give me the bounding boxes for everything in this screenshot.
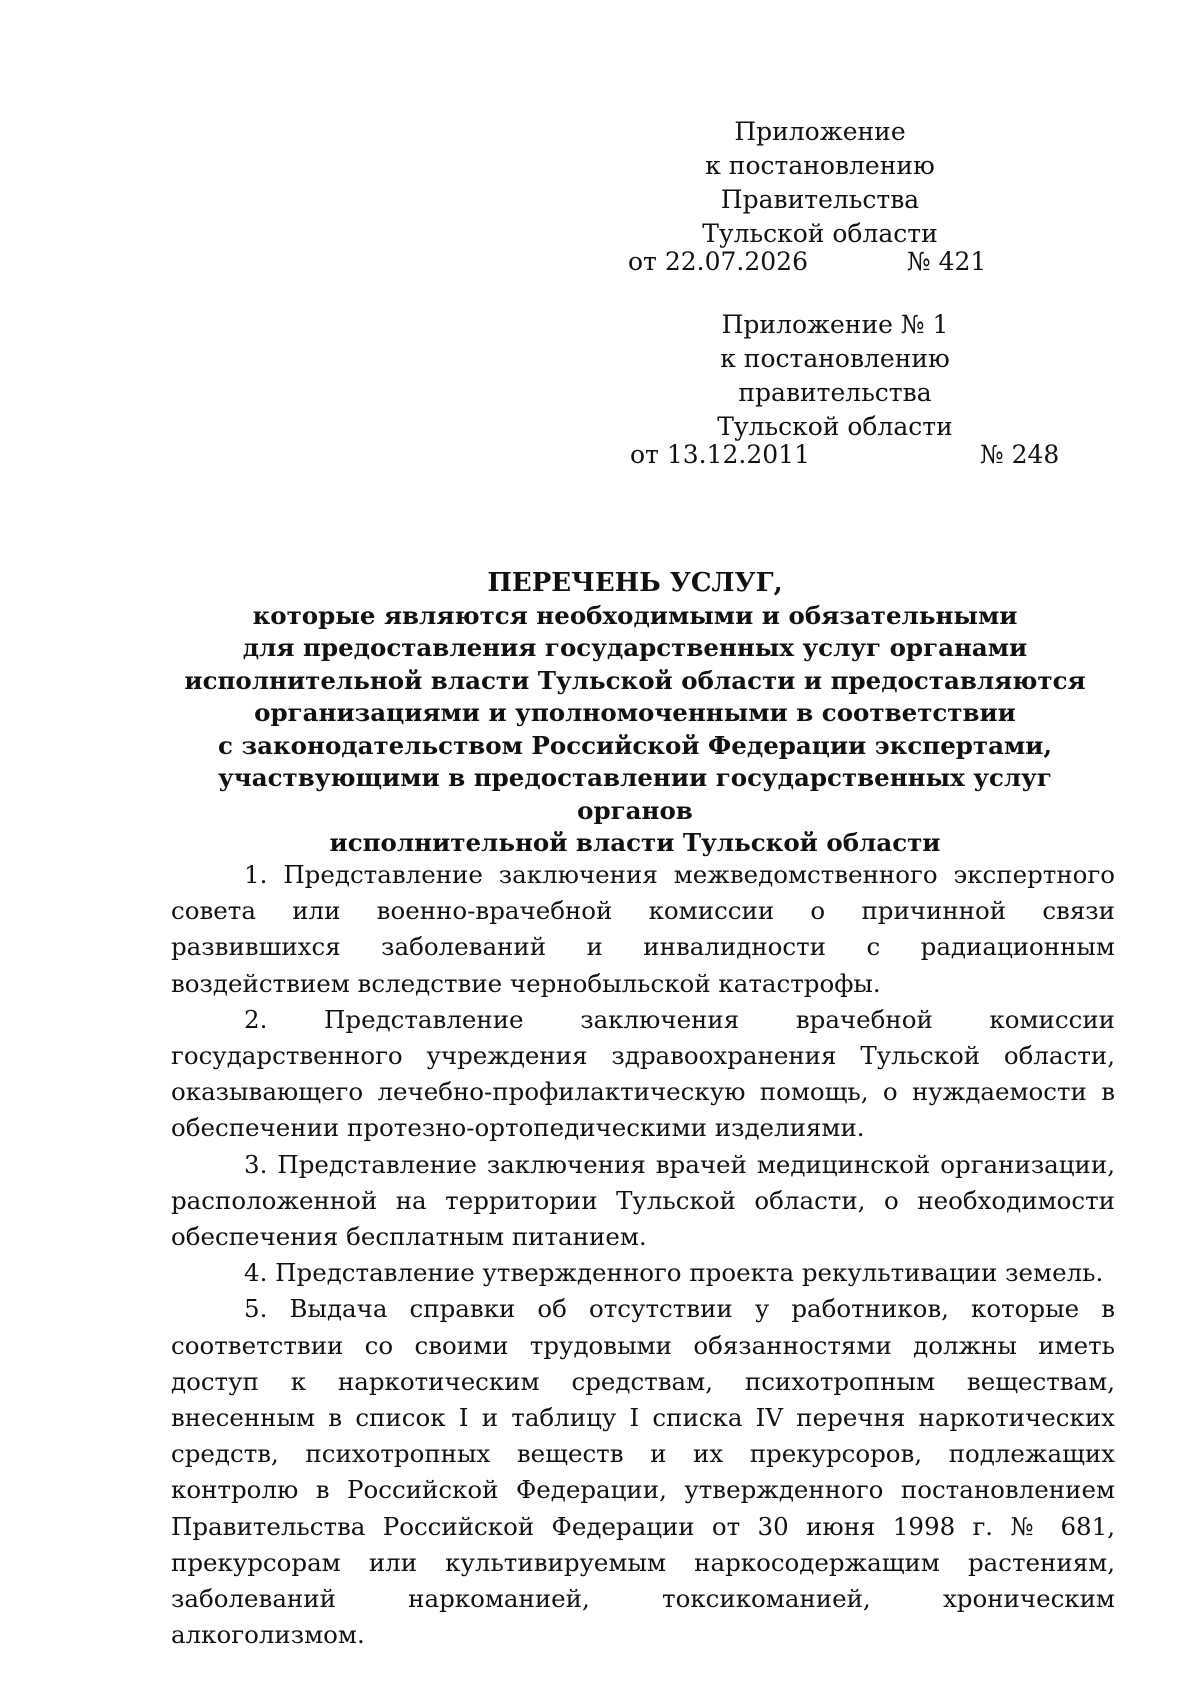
list-item: 3. Представление заключения врачей медицинской организации, расположенной на территории Тульской области, о необходимости обеспечения бесплатным питанием.: [171, 1149, 1115, 1252]
services-list: [171, 857, 1115, 1653]
title-line: с законодательством Российской Федерации экспертами,: [218, 730, 1052, 760]
appendix-decree-line: к постановлению Правительства: [705, 151, 935, 214]
title-line: участвующими в предоставлении государственных услуг органов: [218, 763, 1052, 825]
title-main-line: ПЕРЕЧЕНЬ УСЛУГ,: [487, 568, 783, 598]
list-item: 4. Представление утвержденного проекта рекультивации земель.: [244, 1258, 1104, 1288]
list-item: 5. Выдача справки об отсутствии у работников, которые в соответствии со своими трудовыми обязанностями должны иметь доступ к наркотическим средствам, психотропным веществам, внесенным в список I и таблицу I списка IV перечня наркотических средств, психотропных веществ и их прекурсоров, подлежащих контролю в Российской Федерации, утвержденного постановлением Правительства Российской Федерации от 30 июня 1998 г. № 681, прекурсорам или культивируемым наркосодержащим растениям, заболеваний наркоманией, токсикоманией, хроническим алкоголизмом.: [171, 1294, 1115, 1650]
appendix-number: № 421: [907, 247, 987, 276]
title-line: исполнительной власти Тульской области: [329, 828, 941, 857]
original-appendix-region-line: Тульской области: [717, 412, 953, 441]
title-line: организациями и уполномоченными в соответствии: [254, 698, 1016, 727]
original-appendix-header: [620, 308, 1050, 444]
appendix-label: Приложение: [734, 117, 906, 146]
title-line: которые являются необходимыми и обязательными: [252, 600, 1018, 630]
document-title: [160, 567, 1110, 860]
original-appendix-label: Приложение № 1: [721, 310, 949, 339]
title-line: для предоставления государственных услуг органами: [242, 633, 1028, 662]
original-appendix-decree-line: к постановлению правительства: [720, 344, 950, 407]
title-line: исполнительной власти Тульской области и предоставляются: [184, 665, 1086, 695]
appendix-header: [620, 115, 1020, 251]
appendix-region-line: Тульской области: [702, 219, 938, 248]
original-appendix-number: № 248: [980, 440, 1060, 469]
list-item: 1. Представление заключения межведомственного экспертного совета или военно-врачебной комиссии о причинной связи развившихся заболеваний и инвалидности с радиационным воздействием вследствие чернобыльской катастрофы.: [171, 860, 1115, 998]
original-appendix-date: от 13.12.2011: [630, 440, 810, 469]
list-item: 2. Представление заключения врачебной комиссии государственного учреждения здравоохранения Тульской области, оказывающего лечебно-профилактическую помощь, о нуждаемости в обеспечении протезно-ортопедическими изделиями.: [171, 1004, 1115, 1143]
appendix-date: от 22.07.2026: [628, 247, 808, 276]
